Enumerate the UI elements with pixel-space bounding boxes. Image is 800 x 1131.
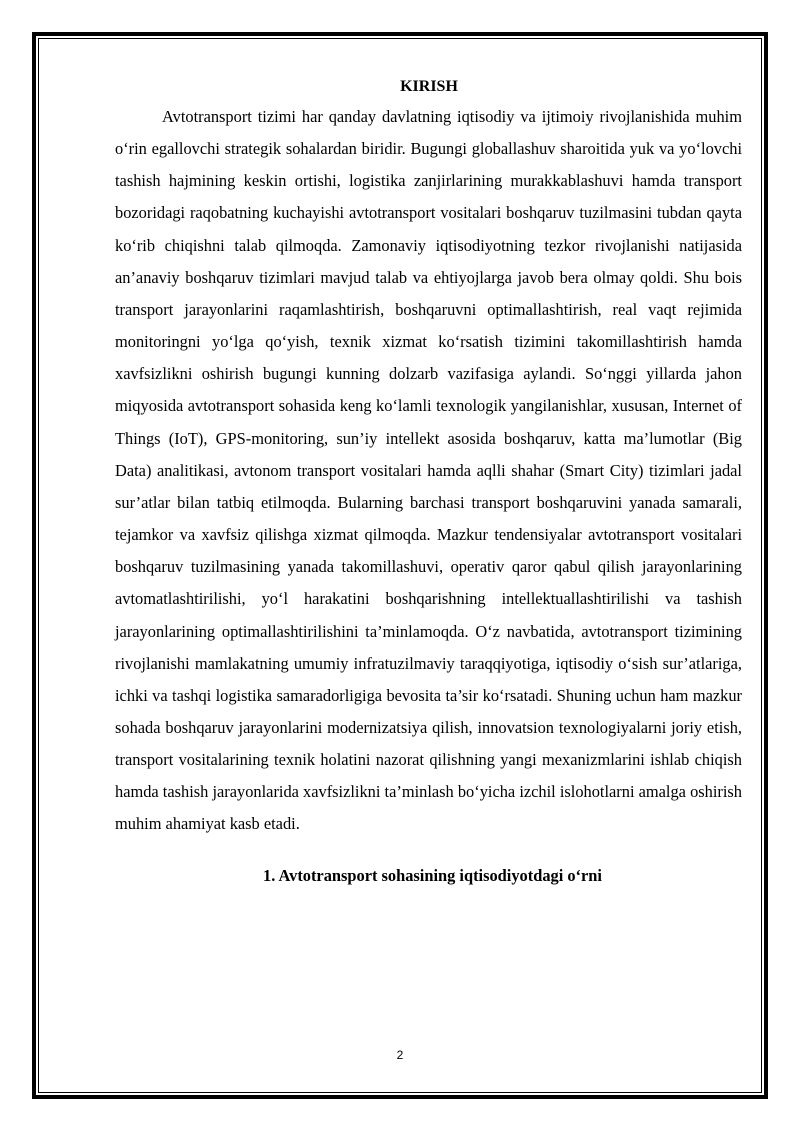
document-body <box>115 74 742 889</box>
document-title: KIRISH <box>400 78 458 95</box>
intro-paragraph: Avtotransport tizimi har qanday davlatning iqtisodiy va ijtimoiy rivojlanishida muhim o‘rin egallovchi strategik sohalardan biridir. Bugungi globallashuv sharoitida yuk va yo‘lovchi tashish hajmining keskin ortishi, logistika zanjirlarining murakkablashuvi hamda transport bozoridagi raqobatning kuchayishi avtotransport vositalari boshqaruv tuzilmasini tubdan qayta ko‘rib chiqishni talab qilmoqda. Zamonaviy iqtisodiyotning tezkor rivojlanishi natijasida an’anaviy boshqaruv tizimlari mavjud talab va ehtiyojlarga javob bera olmay qoldi. Shu bois transport jarayonlarini raqamlashtirish, boshqaruvni optimallashtirish, real vaqt rejimida monitoringni yo‘lga qo‘yish, texnik xizmat ko‘rsatish tizimini takomillashtirish hamda xavfsizlikni oshirish bugungi kunning dolzarb vazifasiga aylandi. So‘nggi yillarda jahon miqyosida avtotransport sohasida keng ko‘lamli texnologik yangilanishlar, xususan, Internet of Things (IoT), GPS-monitoring, sun’iy intellekt asosida boshqaruv, katta ma’lumotlar (Big Data) analitikasi, avtonom transport vositalari hamda aqlli shahar (Smart City) tizimlari jadal sur’atlar bilan tatbiq etilmoqda. Bularning barchasi transport boshqaruvini yanada samarali, tejamkor va xavfsiz qilishga xizmat qilmoqda. Mazkur tendensiyalar avtotransport vositalari boshqaruv tuzilmasining yanada takomillashuvi, operativ qaror qabul qilish jarayonlarining avtomatlashtirilishi, yo‘l harakatini boshqarishning intellektuallashtirilishi va tashish jarayonlarining optimallashtirilishini ta’minlamoqda. O‘z navbatida, avtotransport tizimining rivojlanishi mamlakatning umumiy infratuzilmaviy taraqqiyotiga, iqtisodiy o‘sish sur’atlariga, ichki va tashqi logistika samaradorligiga bevosita ta’sir ko‘rsatadi. Shuning uchun ham mazkur sohada boshqaruv jarayonlarini modernizatsiya qilish, innovatsion texnologiyalarni joriy etish, transport vositalarining texnik holatini nazorat qilishning yangi mexanizmlarini ishlab chiqish hamda tashish jarayonlarida xavfsizlikni ta’minlash bo‘yicha izchil islohotlarni amalga oshirish muhim ahamiyat kasb etadi. <box>115 107 742 834</box>
page-number: 2 <box>396 1048 404 1062</box>
section-heading: 1. Avtotransport sohasining iqtisodiyotdagi o‘rni <box>263 865 602 885</box>
